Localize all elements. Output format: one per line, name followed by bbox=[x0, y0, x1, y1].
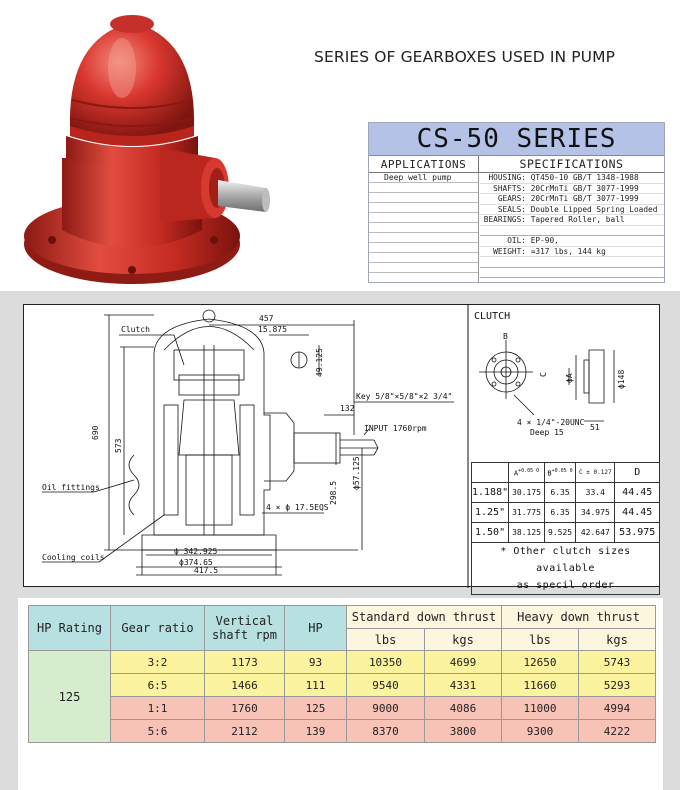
dim-457: 457 bbox=[259, 314, 274, 323]
dim-690: 690 bbox=[91, 425, 100, 440]
application-blank bbox=[369, 193, 478, 203]
dim-2985: 298.5 bbox=[329, 480, 338, 505]
col-a: A bbox=[513, 469, 519, 478]
drawing-band bbox=[0, 291, 680, 598]
spec-value: ≈317 lbs, 144 kg bbox=[530, 246, 606, 256]
std-lbs: 8370 bbox=[347, 720, 425, 743]
clutch-c: 34.975 bbox=[576, 503, 615, 523]
heavy-lbs: 11000 bbox=[502, 697, 579, 720]
clutch-a: 31.775 bbox=[509, 503, 545, 523]
clutch-d: 44.45 bbox=[615, 503, 660, 523]
hp-value: 125 bbox=[285, 697, 347, 720]
specifications-header: SPECIFICATIONS bbox=[519, 157, 624, 171]
spec-key: SEALS: bbox=[497, 204, 526, 214]
technical-drawing bbox=[23, 304, 660, 591]
spec-row-shafts bbox=[480, 184, 664, 195]
spec-value: EP-90, bbox=[530, 236, 559, 245]
col-c: C ± 0.127 bbox=[576, 463, 615, 483]
hp-value: 139 bbox=[285, 720, 347, 743]
table-header-row-1 bbox=[29, 606, 656, 629]
clutch-label-51: 51 bbox=[590, 423, 600, 432]
heavy-kgs: 4222 bbox=[579, 720, 656, 743]
clutch-note-row bbox=[472, 543, 660, 595]
clutch-tap-depth: Deep 15 bbox=[530, 428, 564, 437]
spec-value: Tapered Roller, ball bbox=[530, 215, 625, 224]
series-title: CS-50 SERIES bbox=[369, 123, 664, 156]
clutch-size: 1.188" bbox=[472, 483, 509, 503]
specifications-list bbox=[480, 173, 664, 282]
label-key: Key 5/8"×5/8"×2 3/4" bbox=[356, 392, 453, 401]
gear-ratio: 3:2 bbox=[111, 651, 205, 674]
clutch-b: 6.35 bbox=[544, 483, 575, 503]
col-b-tol: +0.05 0 bbox=[551, 467, 573, 474]
clutch-size: 1.50" bbox=[472, 523, 509, 543]
gear-ratio: 5:6 bbox=[111, 720, 205, 743]
heavy-lbs: 12650 bbox=[502, 651, 579, 674]
gearbox-photo bbox=[10, 8, 272, 290]
clutch-b: 6.35 bbox=[544, 503, 575, 523]
heavy-lbs: 11660 bbox=[502, 674, 579, 697]
clutch-row bbox=[472, 483, 660, 503]
spec-row-gears bbox=[480, 194, 664, 205]
gear-ratio: 1:1 bbox=[111, 697, 205, 720]
heavy-kgs: 5743 bbox=[579, 651, 656, 674]
clutch-row bbox=[472, 503, 660, 523]
dim-15875: 15.875 bbox=[258, 325, 287, 334]
table-row bbox=[29, 720, 656, 743]
hp-value: 111 bbox=[285, 674, 347, 697]
clutch-title: CLUTCH bbox=[474, 311, 511, 322]
application-item: Deep well pump bbox=[369, 173, 478, 183]
page-title: SERIES OF GEARBOXES USED IN PUMP bbox=[314, 48, 616, 66]
clutch-note-1: * Other clutch sizes available bbox=[500, 546, 631, 574]
clutch-label-c: C bbox=[539, 372, 548, 377]
header-standard-thrust: Standard down thrust bbox=[347, 606, 502, 629]
col-d: D bbox=[615, 463, 660, 483]
header-hp-rating: HP Rating bbox=[29, 606, 111, 651]
clutch-note-2: as specil order bbox=[516, 580, 615, 591]
application-blank bbox=[369, 203, 478, 213]
table-band bbox=[0, 598, 680, 790]
clutch-label-b: B bbox=[503, 332, 508, 341]
dim-132: 132 bbox=[340, 404, 355, 413]
spec-row-blank bbox=[480, 257, 664, 268]
label-cooling-coils: Cooling coils bbox=[42, 553, 105, 562]
std-kgs: 4699 bbox=[425, 651, 502, 674]
std-lbs: 9540 bbox=[347, 674, 425, 697]
dim-49125: 49.125 bbox=[315, 348, 324, 377]
label-input: INPUT 1760rpm bbox=[364, 424, 427, 433]
table-row bbox=[29, 674, 656, 697]
col-a-tol: +0.05 0 bbox=[518, 467, 540, 474]
applications-list bbox=[369, 173, 479, 282]
spec-card-body bbox=[369, 173, 664, 282]
dim-573: 573 bbox=[114, 438, 123, 453]
spec-key: OIL: bbox=[507, 236, 526, 245]
vertical-rpm: 2112 bbox=[205, 720, 285, 743]
header-heavy-thrust: Heavy down thrust bbox=[502, 606, 656, 629]
header-heavy-kgs: kgs bbox=[579, 629, 656, 651]
col-b: B bbox=[547, 469, 552, 478]
application-blank bbox=[369, 263, 478, 273]
table-row bbox=[29, 651, 656, 674]
header-gear-ratio: Gear ratio bbox=[111, 606, 205, 651]
header-hp: HP bbox=[285, 606, 347, 651]
spec-row-housing bbox=[480, 173, 664, 184]
application-blank bbox=[369, 223, 478, 233]
table-sheet bbox=[18, 598, 663, 790]
dim-37465: ϕ374.65 bbox=[179, 558, 213, 567]
std-lbs: 9000 bbox=[347, 697, 425, 720]
spec-row-weight bbox=[480, 247, 664, 258]
clutch-a: 38.125 bbox=[509, 523, 545, 543]
std-kgs: 3800 bbox=[425, 720, 502, 743]
spec-value: 20CrMnTi GB/T 3077-1999 bbox=[530, 183, 639, 193]
spec-card-header bbox=[369, 156, 664, 173]
spec-row-bearings bbox=[480, 215, 664, 226]
clutch-size-table bbox=[471, 462, 660, 595]
applications-header: APPLICATIONS bbox=[369, 156, 479, 172]
spec-row-blank bbox=[480, 226, 664, 237]
clutch-d: 53.975 bbox=[615, 523, 660, 543]
header-heavy-lbs: lbs bbox=[502, 629, 579, 651]
hp-rating-table bbox=[28, 605, 656, 743]
spec-key: HOUSING: bbox=[488, 173, 526, 182]
dim-4175: 417.5 bbox=[194, 566, 219, 575]
spec-value: Double Lipped Spring Loaded bbox=[530, 204, 658, 214]
spec-row-seals bbox=[480, 205, 664, 216]
spec-key: BEARINGS: bbox=[483, 215, 526, 224]
clutch-c: 33.4 bbox=[576, 483, 615, 503]
vertical-rpm: 1173 bbox=[205, 651, 285, 674]
spec-key: GEARS: bbox=[497, 194, 526, 203]
clutch-c: 42.647 bbox=[576, 523, 615, 543]
application-blank bbox=[369, 233, 478, 243]
table-row bbox=[29, 697, 656, 720]
application-blank bbox=[369, 183, 478, 193]
std-kgs: 4331 bbox=[425, 674, 502, 697]
dim-342925: ϕ 342.925 bbox=[174, 547, 218, 556]
application-blank bbox=[369, 243, 478, 253]
spec-card bbox=[368, 122, 665, 283]
std-lbs: 10350 bbox=[347, 651, 425, 674]
dim-57125: ϕ57.125 bbox=[352, 456, 361, 490]
heavy-lbs: 9300 bbox=[502, 720, 579, 743]
clutch-label-d: ϕ148 bbox=[617, 369, 626, 389]
std-kgs: 4086 bbox=[425, 697, 502, 720]
spec-value: 20CrMnTi GB/T 3077-1999 bbox=[530, 194, 639, 203]
application-blank bbox=[369, 213, 478, 223]
clutch-d: 44.45 bbox=[615, 483, 660, 503]
vertical-rpm: 1466 bbox=[205, 674, 285, 697]
clutch-row bbox=[472, 523, 660, 543]
spec-row-oil bbox=[480, 236, 664, 247]
gear-ratio: 6:5 bbox=[111, 674, 205, 697]
label-clutch: Clutch bbox=[121, 325, 150, 334]
header-std-lbs: lbs bbox=[347, 629, 425, 651]
hp-rating-value: 125 bbox=[29, 651, 111, 743]
label-bolts: 4 × ϕ 17.5EQS bbox=[266, 503, 329, 512]
spec-key: SHAFTS: bbox=[493, 183, 526, 193]
clutch-a: 30.175 bbox=[509, 483, 545, 503]
hp-value: 93 bbox=[285, 651, 347, 674]
heavy-kgs: 5293 bbox=[579, 674, 656, 697]
heavy-kgs: 4994 bbox=[579, 697, 656, 720]
spec-row-blank bbox=[480, 268, 664, 279]
header-std-kgs: kgs bbox=[425, 629, 502, 651]
clutch-b: 9.525 bbox=[544, 523, 575, 543]
spec-key: WEIGHT: bbox=[493, 246, 526, 256]
spec-value: QT450-10 GB/T 1348-1988 bbox=[530, 173, 639, 182]
clutch-table-header bbox=[472, 463, 660, 483]
clutch-label-a: ϕA bbox=[565, 373, 574, 383]
application-blank bbox=[369, 253, 478, 263]
vertical-rpm: 1760 bbox=[205, 697, 285, 720]
header-vertical-rpm: Vertical shaft rpm bbox=[205, 606, 285, 651]
clutch-size: 1.25" bbox=[472, 503, 509, 523]
label-oil-fittings: Oil fittings bbox=[42, 483, 100, 492]
clutch-tap-note: 4 × 1/4"-20UNC bbox=[517, 418, 585, 427]
